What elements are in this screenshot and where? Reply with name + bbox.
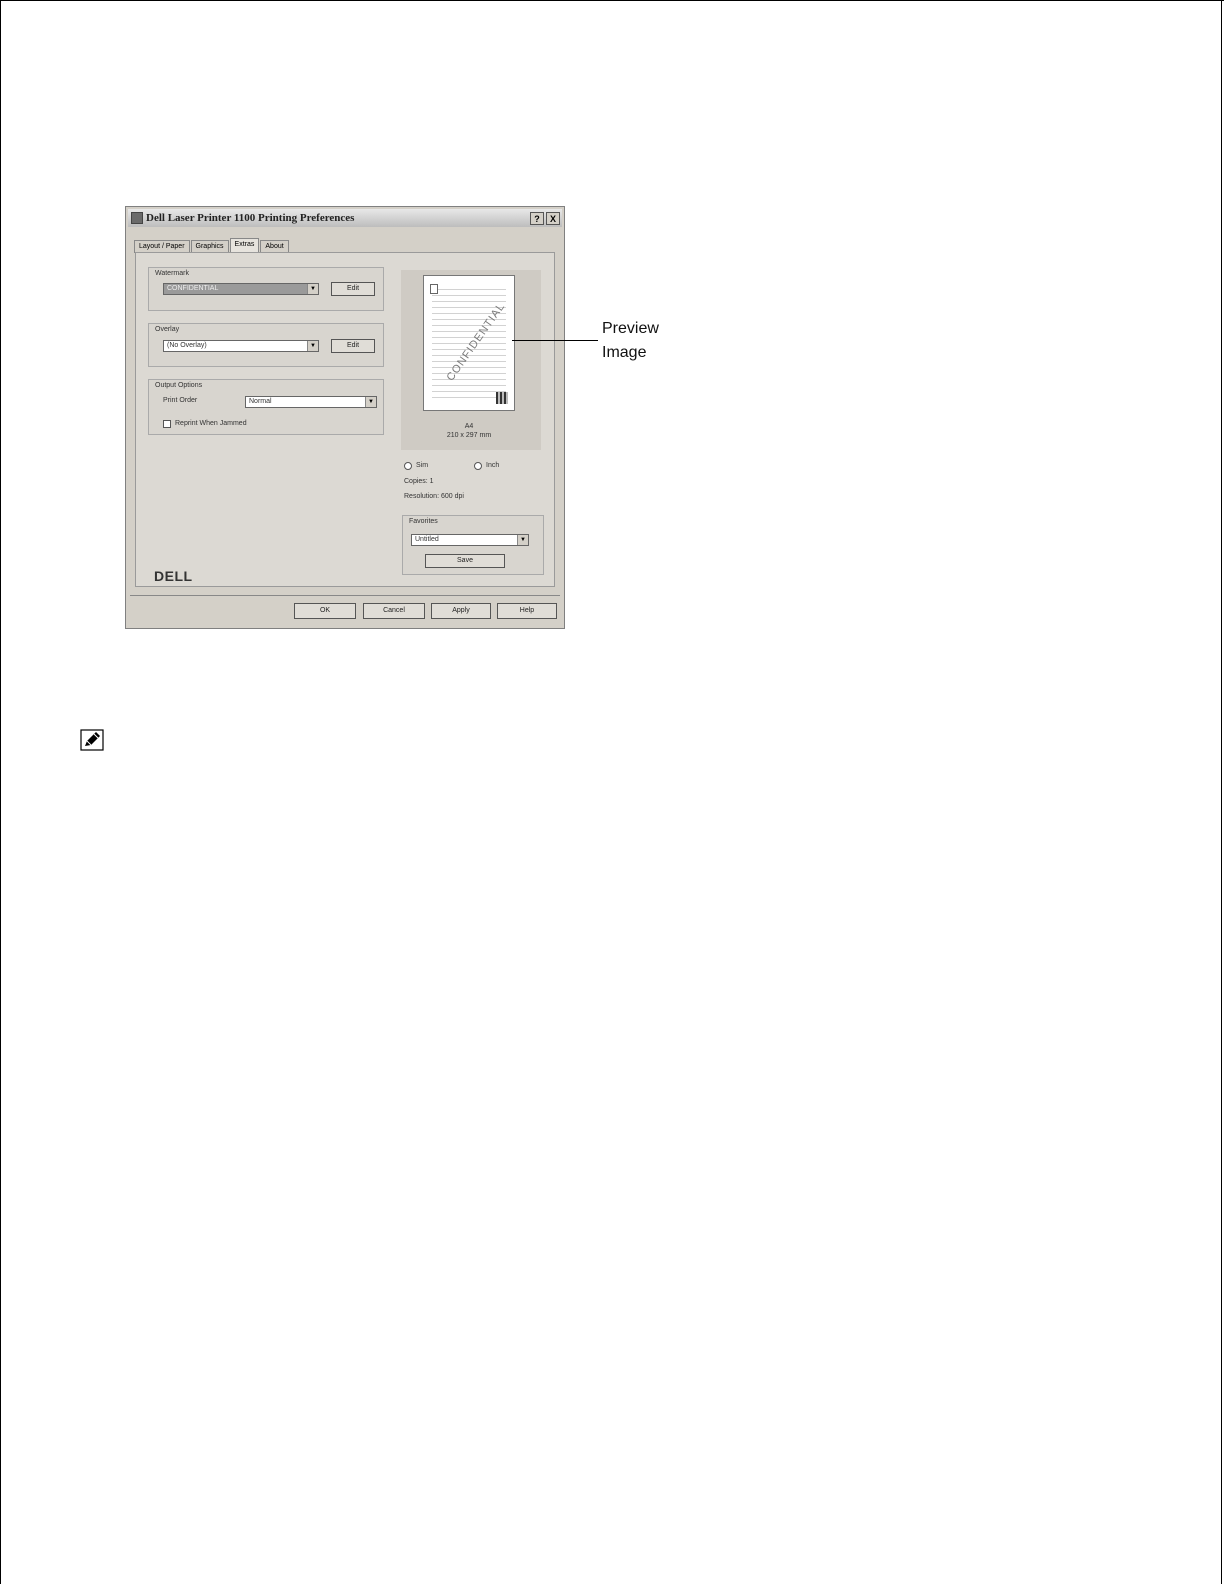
paper-caption [421, 422, 517, 440]
watermark-select-value: CONFIDENTIAL [167, 285, 219, 292]
resolution-text: Resolution: 600 dpi [404, 493, 464, 500]
button-separator [130, 595, 560, 596]
output-options-label: Output Options [155, 382, 203, 389]
callout-line1: Preview [602, 320, 659, 337]
dell-logo: DELL [154, 568, 193, 584]
preview-paper [423, 275, 515, 411]
tab-about[interactable]: About [260, 240, 288, 253]
overlay-edit-button[interactable]: Edit [331, 339, 375, 353]
paper-name: A4 [464, 423, 474, 430]
output-options-group [148, 379, 384, 435]
favorites-save-button[interactable]: Save [425, 554, 505, 568]
favorites-value: Untitled [415, 536, 439, 543]
dialog-titlebar [128, 209, 562, 227]
tab-graphics[interactable]: Graphics [191, 240, 229, 253]
print-order-select[interactable] [245, 396, 377, 408]
page-border-top [0, 0, 1224, 1]
printing-preferences-dialog [125, 206, 565, 629]
favorites-group [402, 515, 544, 575]
printer-icon [131, 212, 143, 224]
overlay-group [148, 323, 384, 367]
watermark-select[interactable] [163, 283, 319, 295]
chevron-down-icon[interactable]: ▼ [365, 397, 376, 407]
tab-layout-paper[interactable]: Layout / Paper [134, 240, 190, 253]
tab-extras[interactable]: Extras [230, 238, 260, 253]
overlay-select-value: (No Overlay) [167, 342, 207, 349]
chevron-down-icon[interactable]: ▼ [517, 535, 528, 545]
copies-text: Copies: 1 [404, 478, 434, 485]
favorites-select[interactable] [411, 534, 529, 546]
preview-option1-label: Sim [416, 462, 429, 469]
dialog-title: Dell Laser Printer 1100 Printing Preferences [146, 212, 355, 224]
apply-button[interactable]: Apply [431, 603, 491, 619]
chevron-down-icon[interactable]: ▼ [307, 341, 318, 351]
watermark-group-label: Watermark [155, 270, 189, 277]
chevron-down-icon[interactable]: ▼ [307, 284, 318, 294]
reprint-label: Reprint When Jammed [175, 420, 247, 427]
note-pencil-icon [80, 729, 104, 751]
reprint-checkbox[interactable] [163, 420, 171, 428]
print-order-label: Print Order [163, 397, 198, 404]
page-border-right [1221, 0, 1222, 1584]
watermark-edit-button[interactable]: Edit [331, 282, 375, 296]
close-icon[interactable]: X [546, 212, 560, 225]
page-corner-icon [430, 284, 438, 294]
help-button[interactable]: Help [497, 603, 557, 619]
preview-image-callout [602, 317, 659, 365]
preview-option2-radio[interactable] [474, 462, 482, 470]
callout-leader-line [512, 340, 598, 341]
preview-option2-label: Inch [486, 462, 500, 469]
page-border-left [0, 0, 1, 1584]
overlay-group-label: Overlay [155, 326, 180, 333]
preview-watermark: CONFIDENTIAL [444, 300, 508, 384]
preview-option1-radio[interactable] [404, 462, 412, 470]
help-icon[interactable]: ? [530, 212, 544, 225]
paper-size: 210 x 297 mm [446, 432, 492, 439]
watermark-group [148, 267, 384, 311]
favorites-label: Favorites [409, 518, 438, 525]
barcode-icon [496, 392, 508, 404]
print-order-value: Normal [249, 398, 272, 405]
callout-line2: Image [602, 344, 647, 361]
overlay-select[interactable] [163, 340, 319, 352]
ok-button[interactable]: OK [294, 603, 356, 619]
cancel-button[interactable]: Cancel [363, 603, 425, 619]
